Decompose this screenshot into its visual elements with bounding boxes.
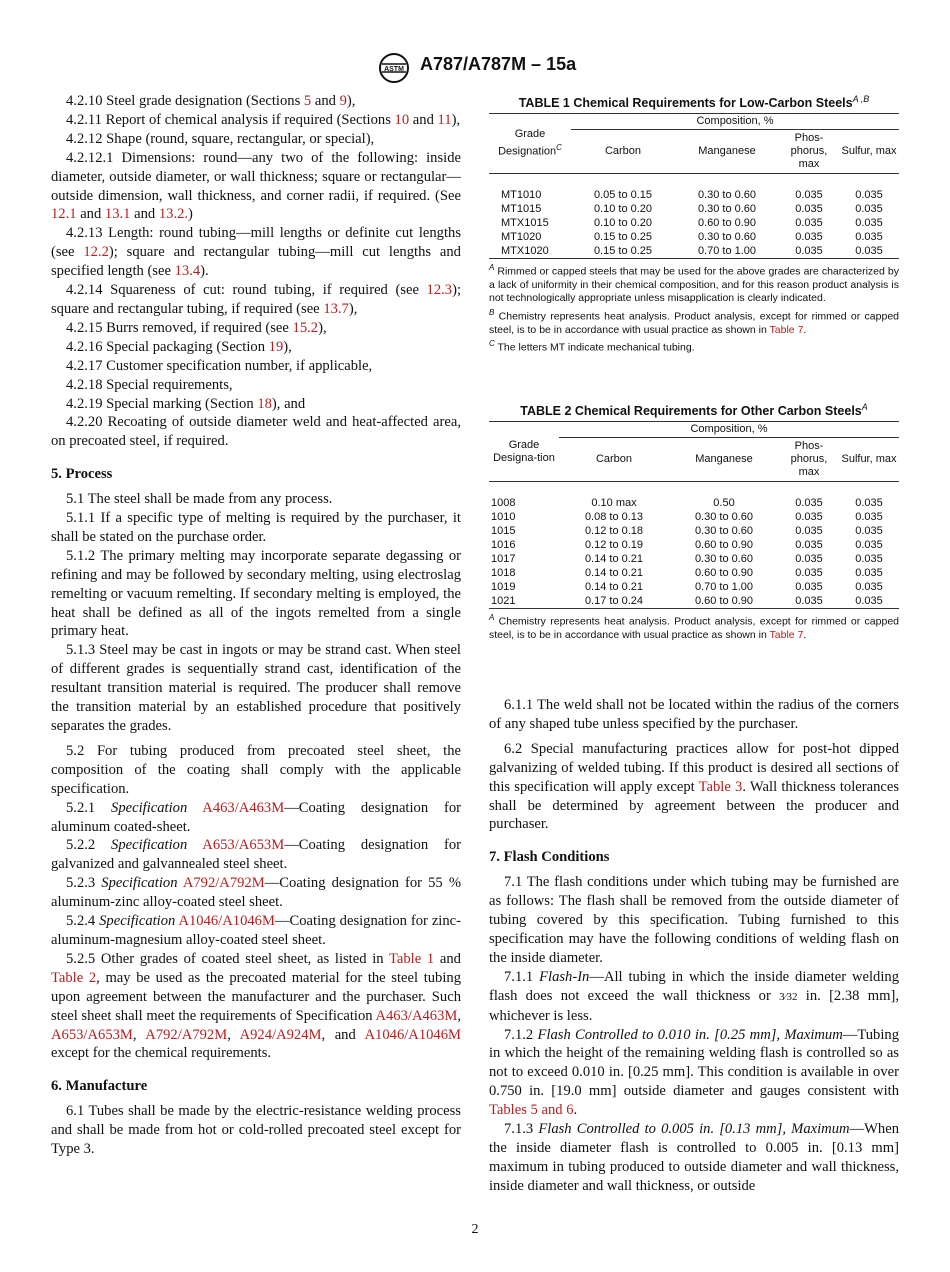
link-12-1[interactable]: 12.1	[51, 206, 77, 223]
link-table-3[interactable]: Table 3	[698, 778, 743, 795]
para-5-2-1: 5.2.1 Specification A463/A463M—Coating designation for aluminum coated-sheet.	[51, 799, 461, 835]
item-4-2-12: 4.2.12 Shape (round, square, rectangular, or special),	[66, 130, 375, 147]
item-4-2-11: 4.2.11 Report of chemical analysis if required (Sections 10 and 11),	[66, 111, 461, 128]
para-7-1-1: 7.1.1 Flash-In—All tubing in which the inside diameter welding flash does not exceed the wall thickness or 3⁄32 in. [2.38 mm], whichever is less.	[489, 968, 899, 1024]
link-12-2[interactable]: 12.2	[83, 244, 109, 261]
table-row: 1018 0.14 to 0.21 0.60 to 0.90 0.035 0.035	[491, 567, 883, 580]
para-7-1: 7.1 The flash conditions under which tubing may be furnished are as follows: The flash shall be removed from the outside diameter of tubing covered by this specification. Tubing furnished to this specification may have the following conditions of welding flash on the inside diameter.	[489, 874, 899, 966]
link-table-2[interactable]: Table 2	[51, 969, 97, 986]
link-section-10[interactable]: 10	[394, 111, 410, 128]
table-1-composition-header: Composition, %	[571, 114, 899, 130]
table-2-col-header: Phos-phorus, max	[779, 438, 839, 482]
link-table-7[interactable]: Table 7	[769, 323, 804, 336]
link-a1046[interactable]: A1046/A1046M	[178, 913, 275, 930]
document-title: A787/A787M – 15a	[420, 54, 577, 74]
table-1-footnote-a: $^A$ Rimmed or capped steels that may be used for the above grades are characterized by a lack of uniformity in their chemical composition, and for this reason product analysis is not technologically appropriate unless misapplication is clearly indicated.	[489, 263, 899, 305]
page-header	[0, 52, 950, 84]
table-row: 1015 0.12 to 0.18 0.30 to 0.60 0.035 0.035	[491, 525, 883, 538]
table-2-footnote-a: $^A$ Chemistry represents heat analysis. Product analysis, except for rimmed or capped steel, is to be in accordance with usual practice as shown in Table 7.	[489, 613, 899, 642]
table-row: 1017 0.14 to 0.21 0.30 to 0.60 0.035 0.035	[491, 553, 883, 566]
para-6-1-1: 6.1.1 The weld shall not be located within the radius of the corners of any shaped tube unless specified by the purchaser.	[489, 697, 899, 732]
table-2-col-header: Manganese	[669, 438, 779, 482]
link-a792[interactable]: A792/A792M	[182, 875, 265, 892]
item-4-2-18: 4.2.18 Special requirements,	[66, 376, 233, 393]
table-1-grade-header: Grade Designation$^C$	[489, 114, 571, 174]
table-1-footnote-c: $^C$ The letters MT indicate mechanical tubing.	[489, 339, 695, 354]
link-13-4[interactable]: 13.4	[174, 263, 201, 280]
link-section-19[interactable]: 19	[268, 338, 284, 355]
para-5-1-3: 5.1.3 Steel may be cast in ingots or may be strand cast. When steel of different grades is sequentially strand cast, identification of the resultant transition material is required. The producer shall remove the transition material by an established procedure that positively separates the grades.	[51, 642, 461, 734]
item-4-2-19: 4.2.19 Special marking (Section 18), and	[66, 395, 306, 412]
page-number: 2	[471, 1222, 479, 1237]
link-15-2[interactable]: 15.2	[292, 319, 319, 336]
link-a653[interactable]: A653/A653M	[51, 1026, 133, 1043]
para-5-1-2: 5.1.2 The primary melting may incorporate separate degassing or refining and may be followed by secondary melting, using electroslag remelting or vacuum remelting. If secondary melting is employed, the heat shall be defined as all of the ingots remelted from a single primary heat.	[51, 547, 461, 640]
item-4-2-13: 4.2.13 Length: round tubing—mill lengths or definite cut lengths (see 12.2); square and rectangular tubing—mill cut lengths and specified length (see 13.4).	[51, 225, 461, 280]
link-section-5[interactable]: 5	[303, 93, 312, 109]
table-1-col-header: Carbon	[571, 130, 675, 174]
table-row: MT1020 0.15 to 0.25 0.30 to 0.60 0.035 0.035	[501, 231, 883, 244]
table-row: MT1015 0.10 to 0.20 0.30 to 0.60 0.035 0.035	[501, 203, 883, 216]
table-row: 1008 0.10 max 0.50 0.035 0.035	[491, 497, 883, 510]
table-2-title: TABLE 2 Chemical Requirements for Other Carbon Steels$^A$	[520, 402, 868, 419]
link-section-9[interactable]: 9	[339, 93, 347, 109]
link-table-1[interactable]: Table 1	[389, 950, 435, 967]
table-row: 1021 0.17 to 0.24 0.60 to 0.90 0.035 0.035	[489, 594, 899, 609]
table-row: 1019 0.14 to 0.21 0.70 to 1.00 0.035 0.035	[491, 581, 883, 594]
para-7-1-3: 7.1.3 Flash Controlled to 0.005 in. [0.13 mm], Maximum—When the inside diameter flash is controlled to 0.005 in. [0.13 mm] maximum in tubing produced to outside diameter and wall thickness, inside diameter and wall thickness, or outside	[489, 1121, 899, 1194]
link-a1046[interactable]: A1046/A1046M	[364, 1026, 461, 1043]
link-13-1[interactable]: 13.1	[104, 206, 131, 223]
link-table-7[interactable]: Table 7	[769, 629, 804, 642]
table-2-grade-header: Grade Designa-tion	[489, 422, 559, 482]
para-6-1: 6.1 Tubes shall be made by the electric-resistance welding process and shall be made from hot or cold-rolled precoated steel except for Type 3.	[51, 1103, 461, 1158]
link-section-11[interactable]: 11	[437, 111, 452, 128]
para-5-2-3: 5.2.3 Specification A792/A792M—Coating designation for 55 % aluminum-zinc alloy-coated steel sheet.	[51, 875, 461, 911]
table-2-composition-header: Composition, %	[559, 422, 899, 438]
astm-logo-icon	[376, 52, 412, 84]
section-7-heading: 7. Flash Conditions	[489, 849, 610, 866]
para-5-1-1: 5.1.1 If a specific type of melting is required by the purchaser, it shall be stated on the purchase order.	[51, 510, 461, 545]
table-2-col-header: Sulfur, max	[839, 438, 899, 482]
para-5-2-4: 5.2.4 Specification A1046/A1046M—Coating designation for zinc-aluminum-magnesium alloy-coated steel sheet.	[51, 913, 461, 948]
right-column	[489, 696, 899, 1196]
table-1-block	[489, 94, 899, 355]
item-4-2-10: 4.2.10 Steel grade designation (Sections 5 and 9),	[66, 93, 356, 109]
link-13-7[interactable]: 13.7	[323, 300, 349, 317]
para-5-2-5: 5.2.5 Other grades of coated steel sheet, as listed in Table 1 and Table 2, may be used as the precoated material for the steel tubing upon agreement between the manufacturer and the purchaser. Such steel sheet shall meet the requirements of Specification A463/A463M, A653/A653M, A792/A792M, A924/A924M, and A1046/A1046M except for the chemical requirements.	[51, 950, 461, 1062]
table-1-title: TABLE 1 Chemical Requirements for Low-Carbon Steels$^{A ,B}$	[518, 94, 870, 111]
item-4-2-16: 4.2.16 Special packaging (Section 19),	[66, 338, 292, 355]
table-2	[489, 421, 899, 609]
para-7-1-2: 7.1.2 Flash Controlled to 0.010 in. [0.25 mm], Maximum—Tubing in which the height of the remaining welding flash is controlled so as not to exceed 0.010 in. [0.25 mm]. This condition is available in over 0.750 in. [19.0 mm] outside diameter and gauges consistent with Tables 5 and 6.	[489, 1026, 899, 1119]
link-a653[interactable]: A653/A653M	[202, 837, 285, 854]
table-1-col-header: Manganese	[675, 130, 779, 174]
table-row: 1016 0.12 to 0.19 0.60 to 0.90 0.035 0.035	[491, 539, 883, 552]
table-1	[489, 113, 899, 259]
para-6-2: 6.2 Special manufacturing practices allow for post-hot dipped galvanizing of welded tubing. If this product is desired all sections of this specification will apply except Table 3. Wall thickness tolerances shall be determined by agreement between the producer and purchaser.	[489, 740, 900, 833]
table-row: 1010 0.08 to 0.13 0.30 to 0.60 0.035 0.035	[491, 511, 883, 524]
section-5-heading: 5. Process	[51, 466, 113, 483]
item-4-2-20: 4.2.20 Recoating of outside diameter weld and heat-affected area, on precoated steel, if required.	[51, 414, 461, 450]
section-6-heading: 6. Manufacture	[51, 1078, 148, 1095]
link-tables-5-6[interactable]: Tables 5 and 6	[489, 1102, 574, 1119]
table-row: MTX1020 0.15 to 0.25 0.70 to 1.00 0.035 0.035	[489, 244, 899, 259]
item-4-2-14: 4.2.14 Squareness of cut: round tubing, if required (see 12.3); square and rectangular tubing, if required (see 13.7),	[51, 282, 461, 317]
link-a463[interactable]: A463/A463M	[202, 799, 285, 816]
table-row: MT1010 0.05 to 0.15 0.30 to 0.60 0.035 0.035	[501, 189, 883, 202]
table-row: MTX1015 0.10 to 0.20 0.60 to 0.90 0.035 0.035	[501, 217, 883, 230]
item-4-2-17: 4.2.17 Customer specification number, if applicable,	[66, 357, 373, 374]
table-1-col-header: Sulfur, max	[839, 130, 899, 174]
para-5-2: 5.2 For tubing produced from precoated steel sheet, the composition of the coating shall comply with the applicable specification.	[51, 742, 461, 797]
para-5-1: 5.1 The steel shall be made from any process.	[66, 491, 333, 508]
para-5-2-2: 5.2.2 Specification A653/A653M—Coating designation for galvanized and galvannealed steel sheet.	[51, 837, 461, 873]
table-1-footnote-b: $^B$ Chemistry represents heat analysis. Product analysis, except for rimmed or capped steel, is to be in accordance with usual practice as shown in Table 7.	[489, 307, 899, 336]
item-4-2-12-1: 4.2.12.1 Dimensions: round—any two of the following: inside diameter, outside diameter, or wall thickness; square or rectangular—outside dimension, wall thickness, and corner radii, if required. (See 12.1 and 13.1 and 13.2.)	[51, 149, 461, 223]
link-a924[interactable]: A924/A924M	[239, 1026, 322, 1043]
left-column	[51, 92, 461, 1159]
table-1-col-header: Phos-phorus, max	[779, 130, 839, 174]
link-13-2[interactable]: 13.2.	[158, 206, 189, 223]
link-12-3[interactable]: 12.3	[426, 282, 453, 299]
link-section-18[interactable]: 18	[257, 395, 272, 412]
table-2-col-header: Carbon	[559, 438, 669, 482]
link-a792[interactable]: A792/A792M	[145, 1026, 228, 1043]
item-4-2-15: 4.2.15 Burrs removed, if required (see 15.2),	[66, 319, 327, 336]
table-2-block	[489, 402, 899, 642]
logo-text: ASTM	[384, 66, 404, 73]
link-a463[interactable]: A463/A463M	[375, 1007, 458, 1024]
